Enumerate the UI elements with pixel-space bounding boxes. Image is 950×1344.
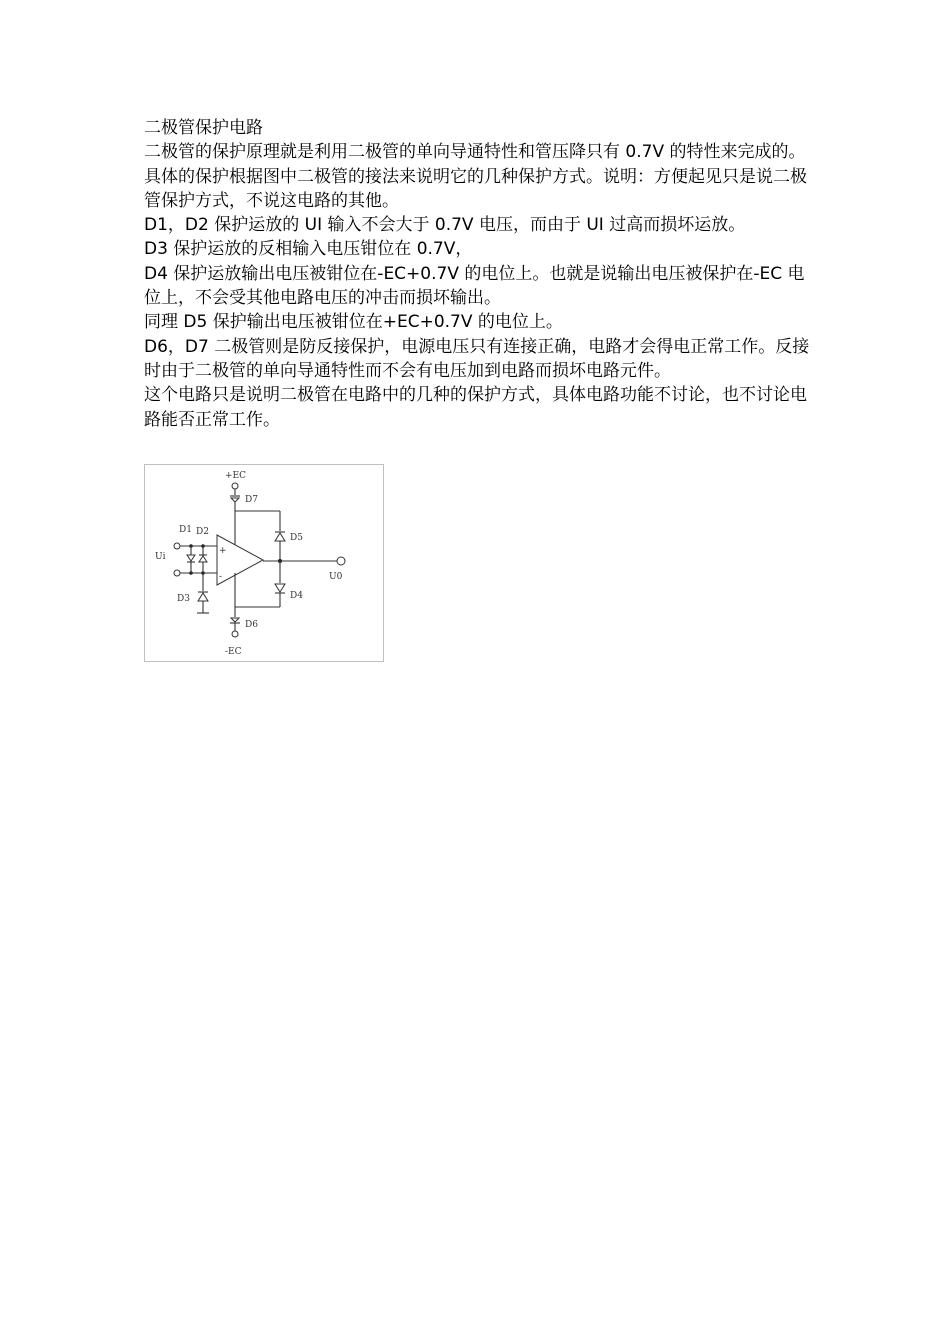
label-d6: D6: [245, 620, 258, 630]
paragraph-d5: 同理 D5 保护输出电压被钳位在+EC+0.7V 的电位上。: [144, 312, 563, 333]
label-d1: D1: [179, 525, 192, 535]
document-body: [144, 116, 812, 432]
diode-d3: [198, 592, 208, 601]
opamp-plus-sign: +: [219, 546, 227, 556]
label-neg-supply: -EC: [225, 647, 242, 657]
input-terminal-plus: [174, 543, 180, 549]
circuit-svg: [145, 465, 383, 661]
label-input: Ui: [155, 552, 166, 562]
label-d4: D4: [290, 591, 303, 601]
label-d7: D7: [245, 495, 258, 505]
paragraph-d6-d7: D6，D7 二极管则是防反接保护，电源电压只有连接正确，电路才会得电正常工作。反接时由于二极管的单向导通特性而不会有电压加到电路而损坏电路元件。: [144, 336, 810, 381]
diode-d7: [230, 496, 240, 502]
label-pos-supply: +EC: [225, 471, 246, 481]
neg-supply-terminal: [232, 631, 238, 637]
diode-d1: [187, 555, 195, 562]
paragraph-d3: D3 保护运放的反相输入电压钳位在 0.7V，: [144, 239, 473, 260]
diode-d5: [275, 532, 285, 541]
paragraph-d4: D4 保护运放输出电压被钳位在-EC+0.7V 的电位上。也就是说输出电压被保护在-EC 电位上，不会受其他电路电压的冲击而损坏输出。: [144, 263, 805, 309]
opamp-minus-sign: -: [219, 572, 223, 582]
circuit-diagram: [144, 464, 384, 662]
diode-d2: [199, 555, 207, 562]
label-output: U0: [329, 572, 343, 582]
paragraph-d1-d2: D1，D2 保护运放的 UI 输入不会大于 0.7V 电压，而由于 UI 过高而损坏运放。: [144, 215, 746, 236]
input-terminal-minus: [174, 570, 180, 576]
label-d3: D3: [177, 594, 190, 604]
paragraph-conclusion: 这个电路只是说明二极管在电路中的几种的保护方式，具体电路功能不讨论，也不讨论电路能否正常工作。: [144, 385, 807, 430]
paragraph-principle: 二极管的保护原理就是利用二极管的单向导通特性和管压降只有 0.7V 的特性来完成的。: [144, 142, 806, 163]
label-d5: D5: [290, 533, 303, 543]
opamp-triangle: [217, 535, 263, 585]
pos-supply-terminal: [232, 483, 238, 489]
label-d2: D2: [196, 527, 209, 537]
document-title: 二极管保护电路: [144, 118, 263, 138]
diode-d4: [275, 584, 285, 593]
output-terminal: [337, 557, 345, 565]
diode-d6: [230, 618, 240, 623]
paragraph-intro: 具体的保护根据图中二极管的接法来说明它的几种保护方式。说明：方便起见只是说二极管保护方式，不说这电路的其他。: [144, 166, 807, 211]
